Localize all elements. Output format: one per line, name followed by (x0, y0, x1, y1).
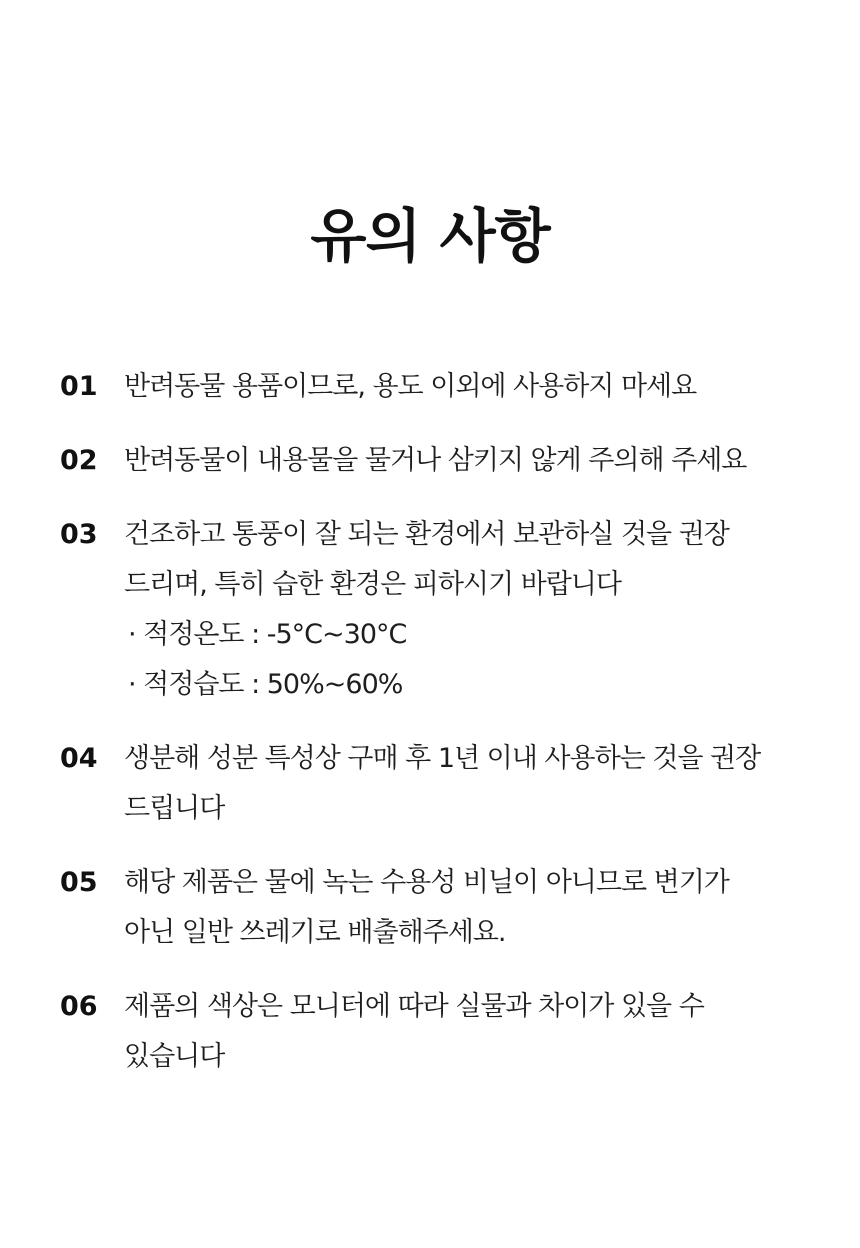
notice-number: 04 (60, 743, 98, 774)
notice-number: 06 (60, 991, 98, 1022)
notice-line: 생분해 성분 특성상 구매 후 1년 이내 사용하는 것을 권장 (124, 743, 761, 774)
notice-text (124, 510, 820, 710)
notice-text (124, 734, 820, 834)
notice-line: 반려동물이 내용물을 물거나 삼키지 않게 주의해 주세요 (124, 445, 747, 476)
notice-text (124, 436, 820, 486)
notice-item-03 (60, 510, 820, 710)
notice-line: 아닌 일반 쓰레기로 배출해주세요. (124, 917, 506, 948)
notice-number: 05 (60, 867, 98, 898)
notice-text (124, 858, 820, 958)
notice-item-02 (60, 436, 820, 486)
humidity-spec: · 적정습도 : 50%~60% (128, 669, 403, 700)
notice-text (124, 362, 820, 412)
notice-text (124, 982, 820, 1082)
notice-line: 드립니다 (124, 793, 225, 824)
notice-item-01 (60, 362, 820, 412)
notice-list (60, 362, 820, 1106)
notice-number: 02 (60, 445, 98, 476)
notice-item-05 (60, 858, 820, 958)
notice-item-06 (60, 982, 820, 1082)
page-title: 유의 사항 (310, 202, 550, 270)
notice-line: 해당 제품은 물에 녹는 수용성 비닐이 아니므로 변기가 (124, 867, 729, 898)
temperature-spec: · 적정온도 : -5°C~30°C (128, 619, 407, 650)
notice-number: 03 (60, 519, 98, 550)
notice-line: 제품의 색상은 모니터에 따라 실물과 차이가 있을 수 (124, 991, 704, 1022)
notice-number: 01 (60, 371, 98, 402)
notice-line: 건조하고 통풍이 잘 되는 환경에서 보관하실 것을 권장 (124, 519, 729, 550)
notice-line: 반려동물 용품이므로, 용도 이외에 사용하지 마세요 (124, 371, 697, 402)
notice-line: 드리며, 특히 습한 환경은 피하시기 바랍니다 (124, 569, 621, 600)
notice-line: 있습니다 (124, 1041, 225, 1072)
notice-item-04 (60, 734, 820, 834)
